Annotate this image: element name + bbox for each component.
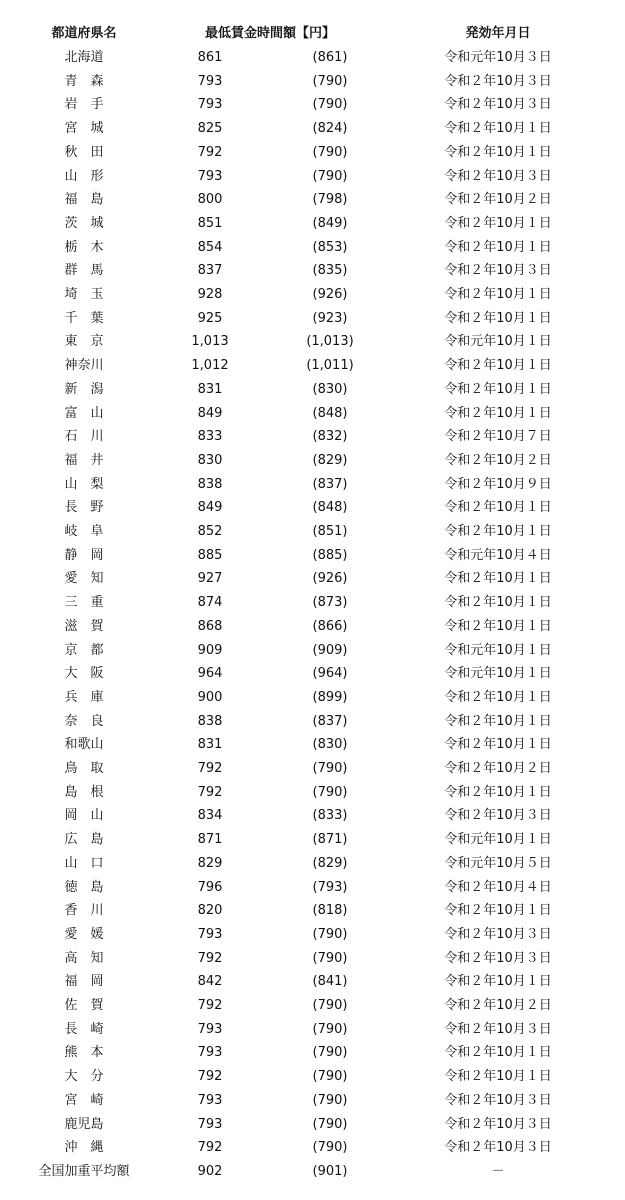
table-row	[0, 852, 625, 876]
prefecture-name: 大 分	[64, 1069, 104, 1085]
previous-wage-value: (790)	[312, 1116, 348, 1132]
prefecture-name: 大 阪	[64, 666, 104, 682]
wage-value: 793	[197, 1045, 223, 1061]
effective-date: 令和２年10月３日	[444, 73, 552, 89]
header-date: 発効年月日	[465, 26, 531, 41]
effective-date: 令和２年10月４日	[444, 879, 552, 895]
wage-value: 909	[197, 642, 223, 658]
wage-value: 849	[197, 405, 223, 421]
wage-value: 842	[197, 974, 223, 990]
effective-date: 令和２年10月１日	[444, 121, 552, 137]
table-row	[0, 1018, 625, 1042]
table-row	[0, 567, 625, 591]
prefecture-name: 山 口	[64, 855, 104, 871]
wage-value: 838	[197, 476, 223, 492]
effective-date: 令和２年10月３日	[444, 1140, 552, 1156]
table-row	[0, 662, 625, 686]
prefecture-name: 北海道	[64, 50, 104, 65]
previous-wage-value: (790)	[312, 73, 348, 89]
effective-date: 令和２年10月１日	[444, 1069, 552, 1085]
previous-wage-value: (790)	[312, 926, 348, 942]
effective-date: 令和２年10月１日	[444, 618, 552, 634]
wage-value: 793	[197, 97, 223, 113]
previous-wage-value: (790)	[312, 1021, 348, 1037]
wage-value: 792	[197, 1140, 223, 1156]
header-prefecture: 都道府県名	[51, 26, 117, 41]
table-row	[0, 994, 625, 1018]
effective-date: 令和２年10月９日	[444, 476, 552, 492]
table-row	[0, 757, 625, 781]
previous-wage-value: (861)	[312, 50, 348, 65]
table-row	[0, 970, 625, 994]
table-row	[0, 449, 625, 473]
effective-date: 令和２年10月１日	[444, 784, 552, 800]
wage-value: 792	[197, 950, 223, 966]
prefecture-name: 秋 田	[64, 144, 104, 160]
prefecture-name: 熊 本	[64, 1045, 104, 1061]
previous-wage-value: (829)	[312, 855, 348, 871]
wage-value: 1,013	[191, 334, 229, 350]
table-row	[0, 70, 625, 94]
table-row	[0, 330, 625, 354]
wage-value: 792	[197, 144, 223, 160]
wage-value: 831	[197, 381, 223, 397]
wage-value: 902	[197, 1163, 223, 1179]
table-row	[0, 828, 625, 852]
table-row	[0, 804, 625, 828]
previous-wage-value: (964)	[312, 666, 348, 682]
prefecture-name: 山 梨	[64, 476, 104, 492]
total-row	[0, 1160, 625, 1184]
wage-value: 800	[197, 192, 223, 208]
wage-value: 831	[197, 737, 223, 753]
prefecture-name: 千 葉	[64, 310, 104, 326]
table-row	[0, 378, 625, 402]
prefecture-name: 京 都	[64, 642, 104, 658]
previous-wage-value: (790)	[312, 998, 348, 1013]
effective-date: 令和元年10月３日	[444, 50, 552, 65]
prefecture-name: 福 岡	[64, 974, 104, 990]
effective-date: －	[491, 1163, 505, 1179]
table-row	[0, 520, 625, 544]
previous-wage-value: (885)	[312, 547, 348, 563]
previous-wage-value: (790)	[312, 1140, 348, 1156]
wage-value: 796	[197, 879, 223, 895]
wage-value: 793	[197, 168, 223, 184]
wage-value: 851	[197, 215, 223, 231]
previous-wage-value: (790)	[312, 144, 348, 160]
effective-date: 令和２年10月１日	[444, 500, 552, 516]
table-row	[0, 283, 625, 307]
table-row	[0, 544, 625, 568]
previous-wage-value: (866)	[312, 618, 348, 634]
previous-wage-value: (790)	[312, 1045, 348, 1061]
effective-date: 令和２年10月３日	[444, 263, 552, 279]
effective-date: 令和２年10月１日	[444, 405, 552, 421]
table-row	[0, 1136, 625, 1160]
prefecture-name: 愛 知	[64, 571, 104, 587]
wage-value: 874	[197, 595, 223, 611]
wage-value: 925	[197, 310, 223, 326]
wage-value: 927	[197, 571, 223, 587]
previous-wage-value: (848)	[312, 500, 348, 516]
prefecture-name: 三 重	[64, 595, 104, 611]
wage-value: 928	[197, 287, 223, 302]
previous-wage-value: (829)	[312, 452, 348, 468]
effective-date: 令和２年10月１日	[444, 737, 552, 753]
previous-wage-value: (873)	[312, 595, 348, 611]
prefecture-name: 埼 玉	[64, 287, 104, 302]
table-row	[0, 923, 625, 947]
table-row	[0, 259, 625, 283]
wage-value: 793	[197, 1021, 223, 1037]
effective-date: 令和元年10月１日	[444, 832, 552, 848]
wage-value: 793	[197, 73, 223, 89]
wage-value: 1,012	[191, 358, 229, 374]
effective-date: 令和元年10月１日	[444, 666, 552, 682]
prefecture-name: 全国加重平均額	[38, 1163, 130, 1179]
prefecture-name: 茨 城	[64, 215, 104, 231]
effective-date: 令和２年10月２日	[444, 452, 552, 468]
prefecture-name: 岐 阜	[64, 524, 104, 539]
effective-date: 令和２年10月１日	[444, 689, 552, 705]
table-row	[0, 1113, 625, 1137]
previous-wage-value: (848)	[312, 405, 348, 421]
previous-wage-value: (790)	[312, 168, 348, 184]
prefecture-name: 鹿児島	[64, 1116, 104, 1132]
table-row	[0, 615, 625, 639]
wage-value: 849	[197, 500, 223, 516]
effective-date: 令和２年10月３日	[444, 168, 552, 184]
previous-wage-value: (824)	[312, 121, 348, 137]
table-row	[0, 496, 625, 520]
table-row	[0, 639, 625, 663]
table-row	[0, 307, 625, 331]
prefecture-name: 和歌山	[64, 737, 104, 753]
prefecture-name: 宮 城	[64, 121, 104, 137]
prefecture-name: 富 山	[64, 405, 104, 421]
effective-date: 令和２年10月２日	[444, 998, 552, 1013]
effective-date: 令和２年10月１日	[444, 144, 552, 160]
wage-value: 792	[197, 998, 223, 1013]
table-row	[0, 876, 625, 900]
effective-date: 令和２年10月３日	[444, 1116, 552, 1132]
previous-wage-value: (901)	[312, 1163, 348, 1179]
previous-wage-value: (832)	[312, 429, 348, 445]
table-row	[0, 947, 625, 971]
previous-wage-value: (849)	[312, 215, 348, 231]
effective-date: 令和２年10月３日	[444, 1092, 552, 1108]
table-row	[0, 1065, 625, 1089]
wage-value: 820	[197, 903, 223, 919]
table-row	[0, 212, 625, 236]
prefecture-name: 鳥 取	[64, 761, 104, 776]
wage-value: 829	[197, 855, 223, 871]
wage-value: 964	[197, 666, 223, 682]
table-header	[0, 22, 625, 46]
table-row	[0, 46, 625, 70]
previous-wage-value: (871)	[312, 832, 348, 848]
prefecture-name: 愛 媛	[64, 926, 104, 942]
effective-date: 令和２年10月１日	[444, 287, 552, 302]
effective-date: 令和２年10月１日	[444, 595, 552, 611]
table-row	[0, 1089, 625, 1113]
table-row	[0, 899, 625, 923]
wage-value: 868	[197, 618, 223, 634]
wage-value: 834	[197, 808, 223, 824]
prefecture-name: 神奈川	[64, 358, 104, 374]
previous-wage-value: (926)	[312, 571, 348, 587]
previous-wage-value: (818)	[312, 903, 348, 919]
prefecture-name: 群 馬	[64, 263, 104, 279]
prefecture-name: 奈 良	[64, 713, 104, 729]
table-row	[0, 165, 625, 189]
effective-date: 令和元年10月１日	[444, 334, 552, 350]
previous-wage-value: (793)	[312, 879, 348, 895]
previous-wage-value: (1,013)	[306, 334, 354, 350]
previous-wage-value: (790)	[312, 1069, 348, 1085]
table-row	[0, 93, 625, 117]
previous-wage-value: (835)	[312, 263, 348, 279]
effective-date: 令和２年10月１日	[444, 713, 552, 729]
prefecture-name: 香 川	[64, 903, 104, 919]
wage-value: 838	[197, 713, 223, 729]
effective-date: 令和２年10月３日	[444, 1021, 552, 1037]
effective-date: 令和元年10月４日	[444, 547, 552, 563]
table-row	[0, 591, 625, 615]
prefecture-name: 山 形	[64, 168, 104, 184]
previous-wage-value: (833)	[312, 808, 348, 824]
header-wage: 最低賃金時間額【円】	[204, 26, 335, 41]
prefecture-name: 徳 島	[64, 879, 104, 895]
effective-date: 令和２年10月１日	[444, 215, 552, 231]
table-row	[0, 733, 625, 757]
wage-value: 793	[197, 926, 223, 942]
previous-wage-value: (926)	[312, 287, 348, 302]
prefecture-name: 高 知	[64, 950, 104, 966]
table-row	[0, 236, 625, 260]
effective-date: 令和２年10月３日	[444, 97, 552, 113]
wage-value: 793	[197, 1092, 223, 1108]
prefecture-name: 兵 庫	[64, 689, 104, 705]
prefecture-name: 宮 崎	[64, 1092, 104, 1108]
prefecture-name: 岡 山	[64, 808, 104, 824]
previous-wage-value: (790)	[312, 784, 348, 800]
previous-wage-value: (830)	[312, 381, 348, 397]
wage-value: 837	[197, 263, 223, 279]
effective-date: 令和２年10月３日	[444, 950, 552, 966]
prefecture-name: 福 島	[64, 192, 104, 208]
effective-date: 令和２年10月３日	[444, 926, 552, 942]
effective-date: 令和元年10月５日	[444, 855, 552, 871]
table-row	[0, 425, 625, 449]
effective-date: 令和２年10月２日	[444, 761, 552, 776]
previous-wage-value: (851)	[312, 524, 348, 539]
previous-wage-value: (899)	[312, 689, 348, 705]
effective-date: 令和２年10月２日	[444, 192, 552, 208]
previous-wage-value: (790)	[312, 761, 348, 776]
prefecture-name: 沖 縄	[64, 1140, 104, 1156]
prefecture-name: 新 潟	[64, 381, 104, 397]
wage-value: 885	[197, 547, 223, 563]
wage-value: 900	[197, 689, 223, 705]
effective-date: 令和２年10月１日	[444, 974, 552, 990]
effective-date: 令和２年10月１日	[444, 1045, 552, 1061]
wage-value: 871	[197, 832, 223, 848]
previous-wage-value: (790)	[312, 1092, 348, 1108]
table-row	[0, 141, 625, 165]
wage-value: 825	[197, 121, 223, 137]
previous-wage-value: (798)	[312, 192, 348, 208]
prefecture-name: 石 川	[64, 429, 104, 445]
previous-wage-value: (853)	[312, 239, 348, 255]
previous-wage-value: (790)	[312, 97, 348, 113]
table-row	[0, 473, 625, 497]
table-row	[0, 117, 625, 141]
prefecture-name: 長 崎	[64, 1021, 104, 1037]
previous-wage-value: (1,011)	[306, 358, 354, 374]
wage-value: 792	[197, 784, 223, 800]
table-row	[0, 1041, 625, 1065]
previous-wage-value: (909)	[312, 642, 348, 658]
prefecture-name: 広 島	[64, 832, 104, 848]
effective-date: 令和２年10月１日	[444, 571, 552, 587]
wage-value: 854	[197, 239, 223, 255]
effective-date: 令和２年10月３日	[444, 808, 552, 824]
wage-value: 792	[197, 761, 223, 776]
wage-value: 861	[197, 50, 223, 65]
prefecture-name: 佐 賀	[64, 998, 104, 1013]
prefecture-name: 長 野	[64, 500, 104, 516]
wage-value: 852	[197, 524, 223, 539]
table-row	[0, 402, 625, 426]
prefecture-name: 東 京	[64, 334, 104, 350]
previous-wage-value: (830)	[312, 737, 348, 753]
wage-value: 792	[197, 1069, 223, 1085]
prefecture-name: 島 根	[64, 784, 104, 800]
prefecture-name: 福 井	[64, 452, 104, 468]
table-row	[0, 188, 625, 212]
effective-date: 令和２年10月１日	[444, 310, 552, 326]
prefecture-name: 栃 木	[64, 239, 104, 255]
previous-wage-value: (841)	[312, 974, 348, 990]
effective-date: 令和２年10月１日	[444, 239, 552, 255]
prefecture-name: 青 森	[64, 73, 104, 89]
effective-date: 令和２年10月７日	[444, 429, 552, 445]
effective-date: 令和２年10月１日	[444, 358, 552, 374]
effective-date: 令和２年10月１日	[444, 903, 552, 919]
effective-date: 令和２年10月１日	[444, 381, 552, 397]
table-row	[0, 710, 625, 734]
effective-date: 令和２年10月１日	[444, 524, 552, 539]
wage-value: 793	[197, 1116, 223, 1132]
previous-wage-value: (790)	[312, 950, 348, 966]
prefecture-name: 岩 手	[64, 97, 104, 113]
table-row	[0, 354, 625, 378]
previous-wage-value: (837)	[312, 476, 348, 492]
wage-value: 833	[197, 429, 223, 445]
table-row	[0, 686, 625, 710]
effective-date: 令和元年10月１日	[444, 642, 552, 658]
table-row	[0, 781, 625, 805]
previous-wage-value: (923)	[312, 310, 348, 326]
prefecture-name: 静 岡	[64, 547, 104, 563]
wage-value: 830	[197, 452, 223, 468]
previous-wage-value: (837)	[312, 713, 348, 729]
prefecture-name: 滋 賀	[64, 618, 104, 634]
